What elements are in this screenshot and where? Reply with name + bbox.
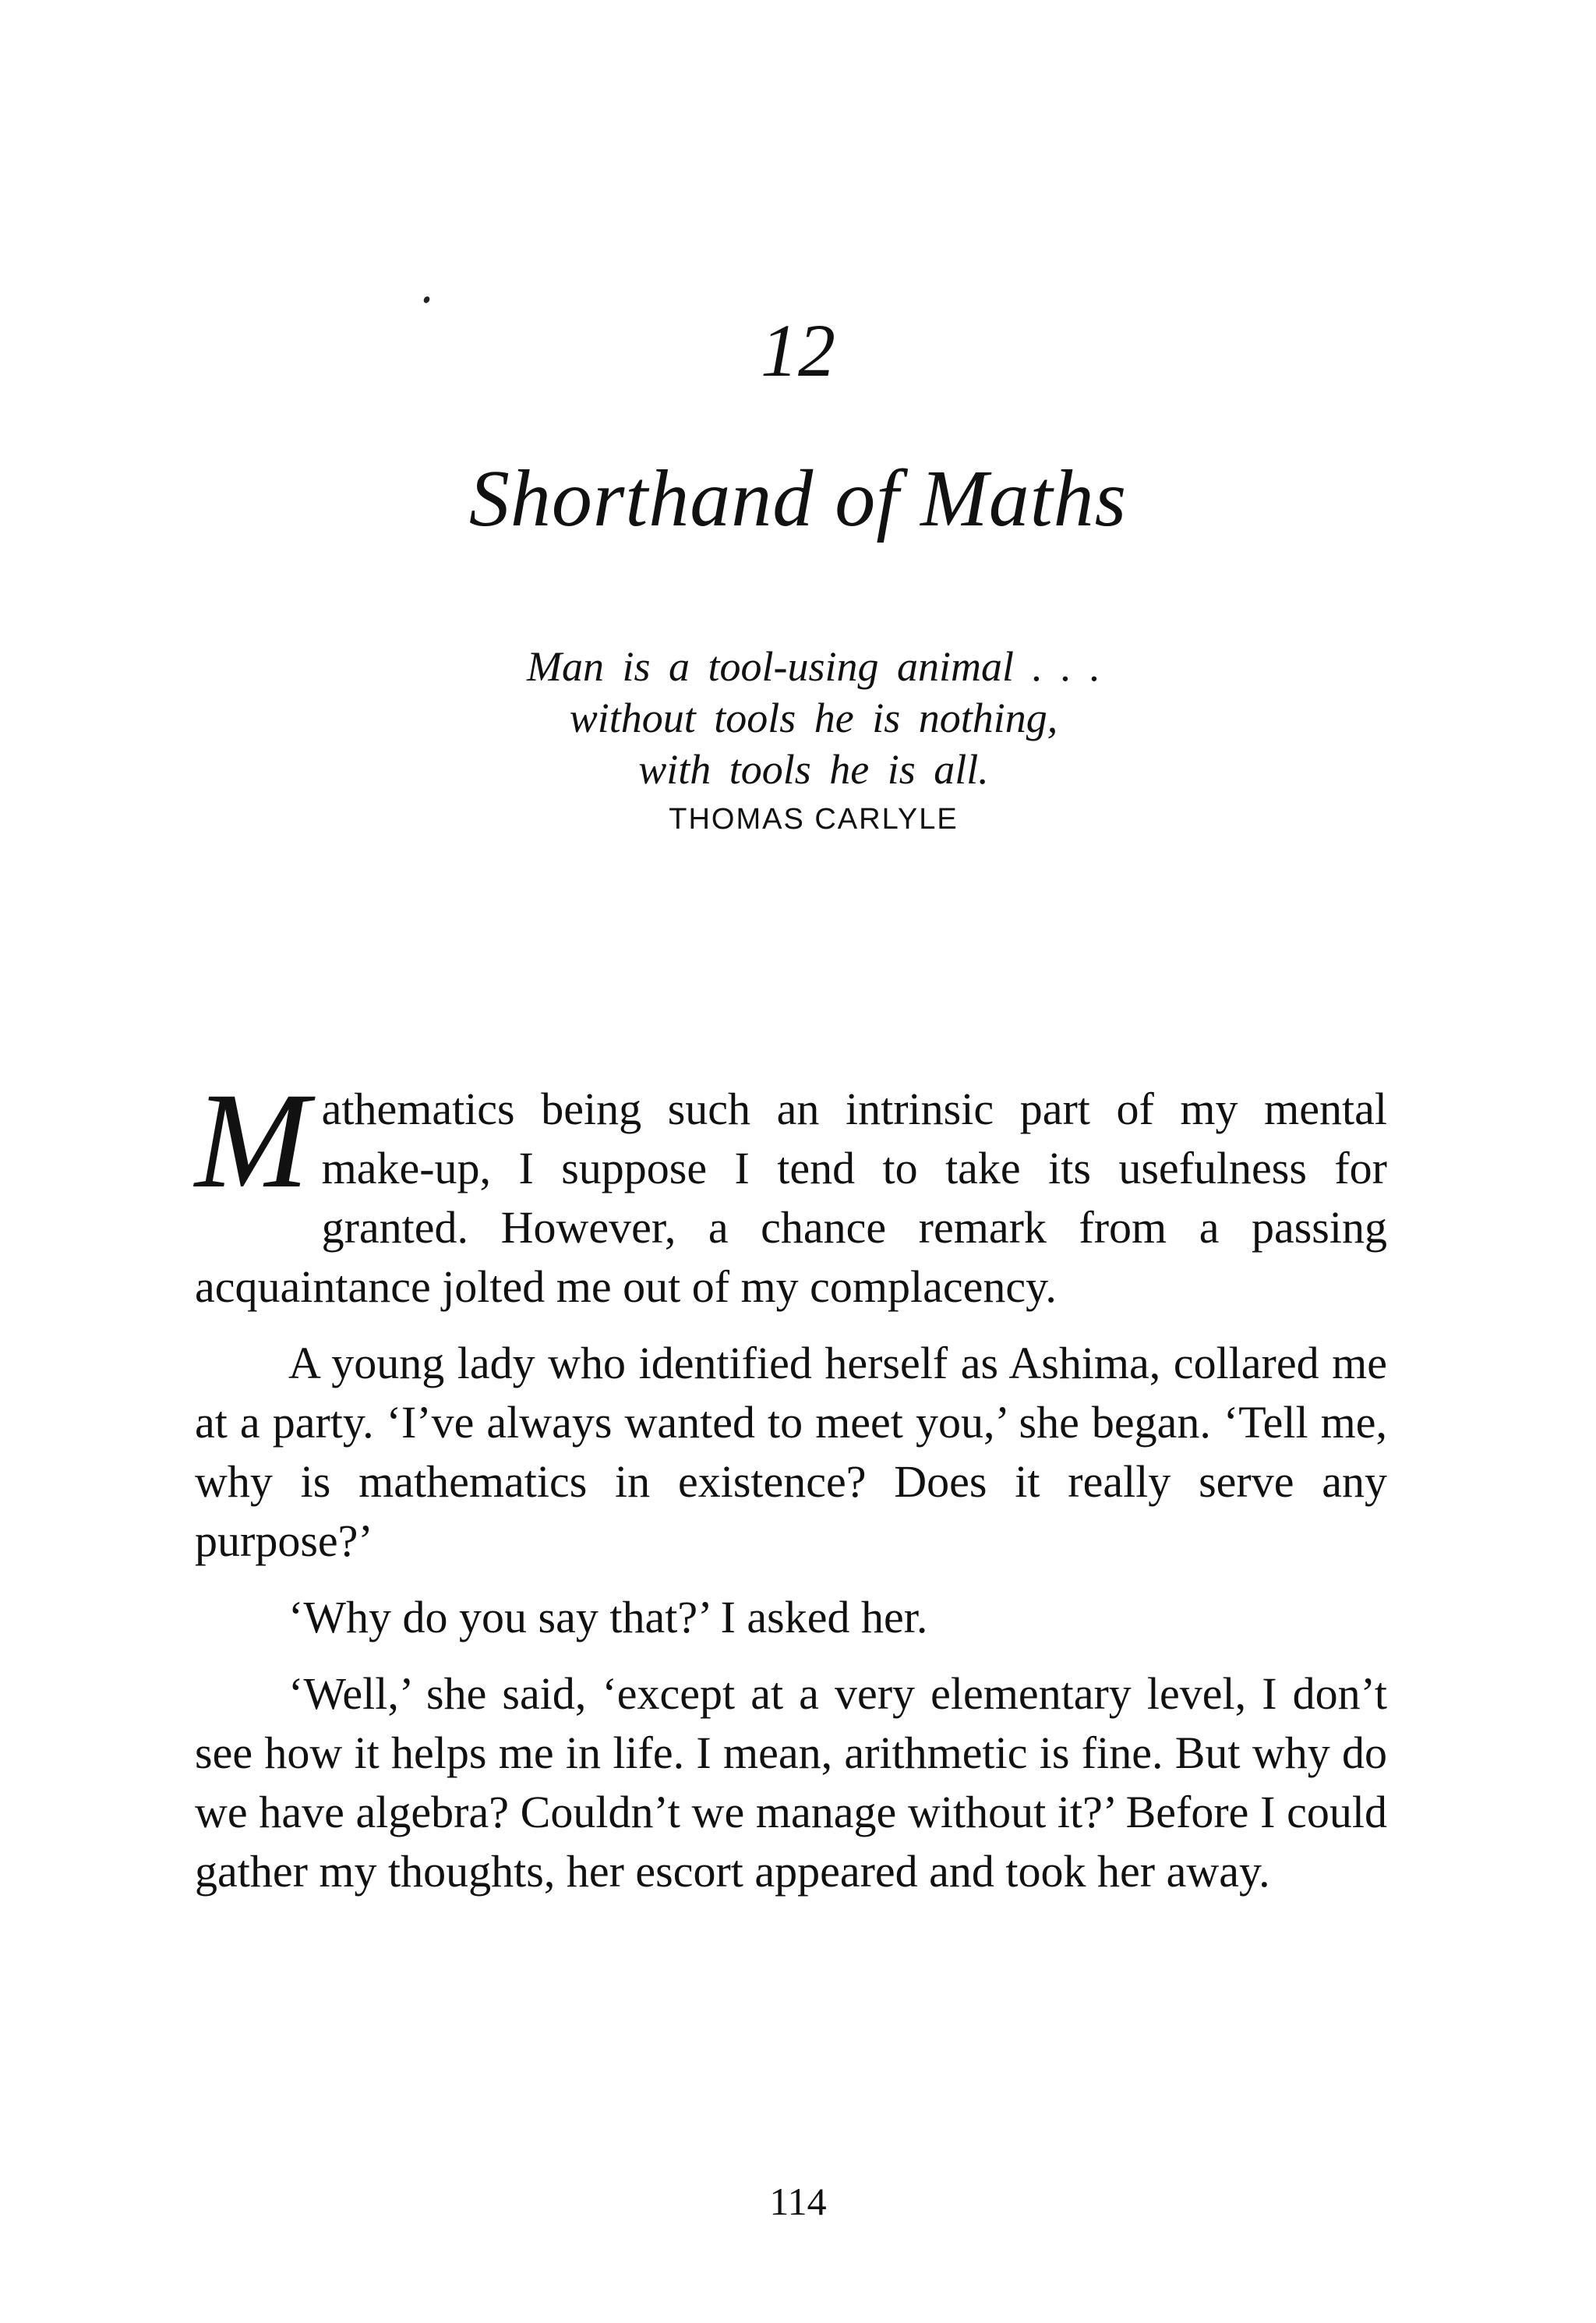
paragraph-text: athematics being such an intrinsic part of my mental make-up, I suppose I tend to take its usefulness for granted. However, a chance remark from a passing acquaintance jolted me out of my complacency. <box>195 1084 1387 1312</box>
drop-cap: M <box>195 1065 309 1217</box>
chapter-body <box>195 1065 1387 1918</box>
epigraph-line: without tools he is nothing, <box>569 695 1058 741</box>
paragraph <box>195 1065 1387 1317</box>
paragraph: ‘Well,’ she said, ‘except at a very elementary level, I don’t see how it helps me in life. I mean, arithmetic is fine. But why do we have algebra? Couldn’t we manage without it?’ Before I could gather my thoughts, her escort appeared and took her away. <box>195 1668 1387 1897</box>
page-number: 114 <box>769 2180 827 2223</box>
chapter-number: 12 <box>761 309 835 392</box>
print-speck <box>422 295 431 304</box>
paragraph: A young lady who identified herself as Ashima, collared me at a party. ‘I’ve always wanted to meet you,’ she began. ‘Tell me, why is mathematics in existence? Does it really serve any purpose?’ <box>195 1338 1387 1566</box>
epigraph-line: with tools he is all. <box>638 746 989 793</box>
epigraph <box>0 641 1596 795</box>
epigraph-author: THOMAS CARLYLE <box>669 803 959 836</box>
paragraph: ‘Why do you say that?’ I asked her. <box>288 1592 928 1642</box>
chapter-title: Shorthand of Maths <box>468 454 1128 543</box>
epigraph-line: Man is a tool-using animal . . . <box>526 643 1100 690</box>
